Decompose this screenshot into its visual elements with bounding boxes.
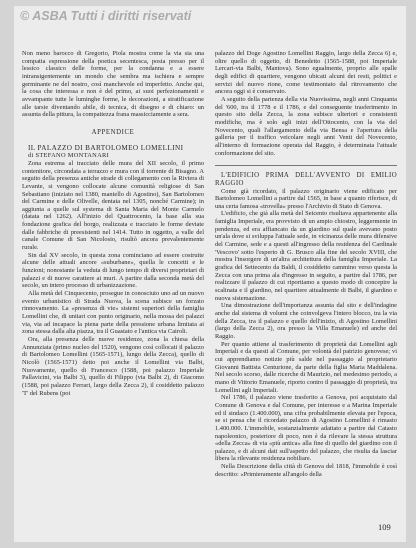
body-paragraph: Zona estrema al tracciato delle mura del XII secolo, il primo contenitore, circondata a terrazzo e mura con il torrente di Bisagno. A seguito della presenza antiche strade di collegamento con la Riviera di Levante, si vengono collocate alcune comunità religiose di San Sebastiano (iniziato nel 1380, mantello di Agostino), San Bartolomeo del Carmine e delle Olivelle, dentata nel 1305, nonché Carmine); in aggiunta a quelle sul systema di Santa Maria del Monte Carmelo (datata nel 1262). All'inizio del Quattrocento, la base alla sua fondazione grafica del borgo, realizzata e tracciato le forme deviate dalle fabbriche di preesistenti nel 1414. Tutto in oggetto, a valle del canale Comune di San Nicolosio, risultò ancora prevalentemente rurale. xyxy=(22,159,204,252)
copyright-watermark: © ASBA Tutti i diritti riservati xyxy=(20,9,192,23)
body-paragraph: Alla metà del Cinquecento, prosegue in conosciuto uno ad un nuovo evento urbanistico di Strada Nuova, la scena subisce un forzato rinnovamento. La «presenza di vie» sistemi superiori della famiglia Lomellini che, di unitari con punto originario, nella mossa dei palazzi via, via ad incapace la piena parte della pressione urbana limitata ai zona stessa dalla alta piazza, tra il Guastato e l'antica via Cairoli. xyxy=(22,290,204,336)
section-heading: APPENDICE xyxy=(91,128,135,136)
body-paragraph: Ora, alla presenza delle nuove residenze, zona la chiesa della Annunziata (primo nucleo del 1520), vengono così collocati il palazzo di Bartolomeo Lomellini (1565-1571), lungo della Zecca), quello di Nicolò (1565-1571) detto poi anche il Lomellini via Balbi, Nuovamente, quello di Francesco (1588, poi palazzo Imperiale Pallavicini, via Balbi 3), quello di Filippo (via Balbi 2), di Giacomo (1588, poi palazzo Ferrari, largo della Zecca 2), il cosiddetto palazzo 'T' del Rubens (poi xyxy=(22,335,204,397)
body-paragraph: Sin dal XV secolo, in questa zona cominciano ad essere costruite alcune delle attuali ancore «suburbane», quella le concetti e le funzioni; nonostante la veduta di lungo tempo di diversi proprietari di palazzi e di nuove carattere ai muri. A partire dalla seconda metà del secolo, un intero processo di urbanizzazione. xyxy=(22,251,204,290)
left-column xyxy=(22,50,204,397)
chapter-divider xyxy=(215,165,397,166)
article-title: IL PALAZZO DI BARTOLOMEO LOMELLINI xyxy=(28,143,184,152)
intro-paragraph: Non meno barocco di Gregorio, Piola mostra come la via sia una compatta espressione della poetica secentesca, posta presso per il lessico classico delle forme, per la condanna e a essere intransigentemente un mondo che sembra ma ischiera e sempre germinante ne del nostro, così manchevole ed imperfetto. Anche qui, la cosa che interessa e non è del primo, ai suoi perfezionamenti e avvampante tutte le luminghe forme, le decorazioni, a stratificazione alle tarsie diventando abile, di tecnica, di disegno e di chiaro: un assunta della pittura, la compattezza frana massicciamente a sera. xyxy=(22,50,204,119)
article-byline: di STEFANO MONTANARI xyxy=(28,152,109,160)
right-column xyxy=(215,50,397,478)
body-paragraph: Come già ricordato, il palazzo originario viene edificato per Bartolomeo Lomellini a partire dal 1565, in base a quanto riferisce, di una certa famosa «trovella» presso l'Archivio di Stato di Genova. xyxy=(215,187,397,210)
page-number: 109 xyxy=(378,522,391,532)
body-paragraph: Per quanto attiene al trasferimento di proprietà dai Lomellini agli Imperiali e da questi al Comune, per volontà del patrizio genovese; vi cui apprendiamo notizie più salde nel passaggio al proprietario Giovanni Battista Centurione, da parte della figlia Maria Maddalena. Nel secolo scorso, dalle ricerche di Maurizio, nel medesimo periodo, a mano di Vittorio Emanuele, riporto contro il passaggio di proprietà, tra Lomellini agli Imperiali. xyxy=(215,340,397,394)
chapter-heading: L'EDIFICIO PRIMA DELL'AVVENTO DI EMILIO RAGGIO xyxy=(215,172,397,187)
body-paragraph: Nella Descrizione della città di Genova del 1818, l'immobile è così descritto: «Primieramente all'angolo della xyxy=(215,463,397,478)
document-page xyxy=(14,6,406,542)
body-paragraph: Una dimostrazione dell'importanza assunta dal sito e dell'indagine anche dal sistema di volumi che coinvolgeva l'intero blocco, tra la via della Zecca, tra il palazzo e quello dell'inizio, di Agostino Lomellini (largo della Zecca 2), ora presso la Villa Emanuele) ed anche del Raggio. xyxy=(215,302,397,340)
continuation-paragraph: palazzo del Doge Agostino Lomellini Raggio, largo della Zecca 6) e, oltre quello di oggetto, di Benedetto (1565-1588, poi Imperiale Lercari-via Balbi, Mantova). Sono egualmente, proprio alle spalle degli edifici di quartiere, vengono ubicati alcuni dei resti, politici e servizi del nuovo rione, come testimoniato dal ritrovamento che ancora oggi si è conservato. xyxy=(215,50,397,96)
body-paragraph: Nel 1786, il palazzo viene trasferito a Genova, poi acquistato dal Comune di Genova e dal Comune, per interesse e a Marina Imperiale ed il sindaco (1.400.000), una cifra probabilmente elevata per l'epoca, se si pensa che il ricordato palazzo di Agostino Lomellini è rimasto 1.400.000. L'immobile, sostanzialmente adattato a partire dal Catasto napoleonico, posteriore di poco, non è da rilevare la stessa struttura «della Zecca» di via «più antica» alla fine di quello del giardino con il palazzo, e di alcuni dati sull'aspetto del palazzo, che risulta da lasciar libera la rilevante residenza nobiliare. xyxy=(215,394,397,463)
body-paragraph: A seguito della partenza della via Nuovissima, negli anni Cinquanta del '600, tra il 1778 e il 1786, e del conseguente trasferimento in questo sito della Zecca, la zona subisce ulteriori e consistenti modifiche, ma è solo agli inizi dell'Ottocento, con la via del Novecento, quali l'allargamento della via Bensa e l'apertura della galleria per il traffico veicolare negli anni Venti del Novecento, all'interno di formazione operata dal Raggio, è determinata l'attuale conformazione del sito. xyxy=(215,95,397,157)
body-paragraph: L'edificio, che già alla metà del Seicento risultava appartenente alla famiglia Imperiale, era provvisto di un ampio chiostro, leggermente in pendenza, ed era affiancato da un giardino sul quale avevano posto un'ala dove si sviluppa l'attuale sede, in vicinanza delle mura difensive del Carmine, sede e a questi all'ingresso della residenza del Cardinale 'Vescovo' sotto l'esperto di G. Brusco alla fine del secolo XVIII, che mostra l'insorgere di un'altra architettura della famiglia Imperiale. La grafica del Settecento da Baldi, il cosiddetto cammino verso questa la Zecca con una prima ala d'ingresso in seguito, a partire dal 1786, per realizzare il palazzo di cui riportiamo a questo modo di concepire la scalinata e il giardino, nel quartiere attualmente di Balbi, il giardino e nuova sistemazione. xyxy=(215,210,397,302)
